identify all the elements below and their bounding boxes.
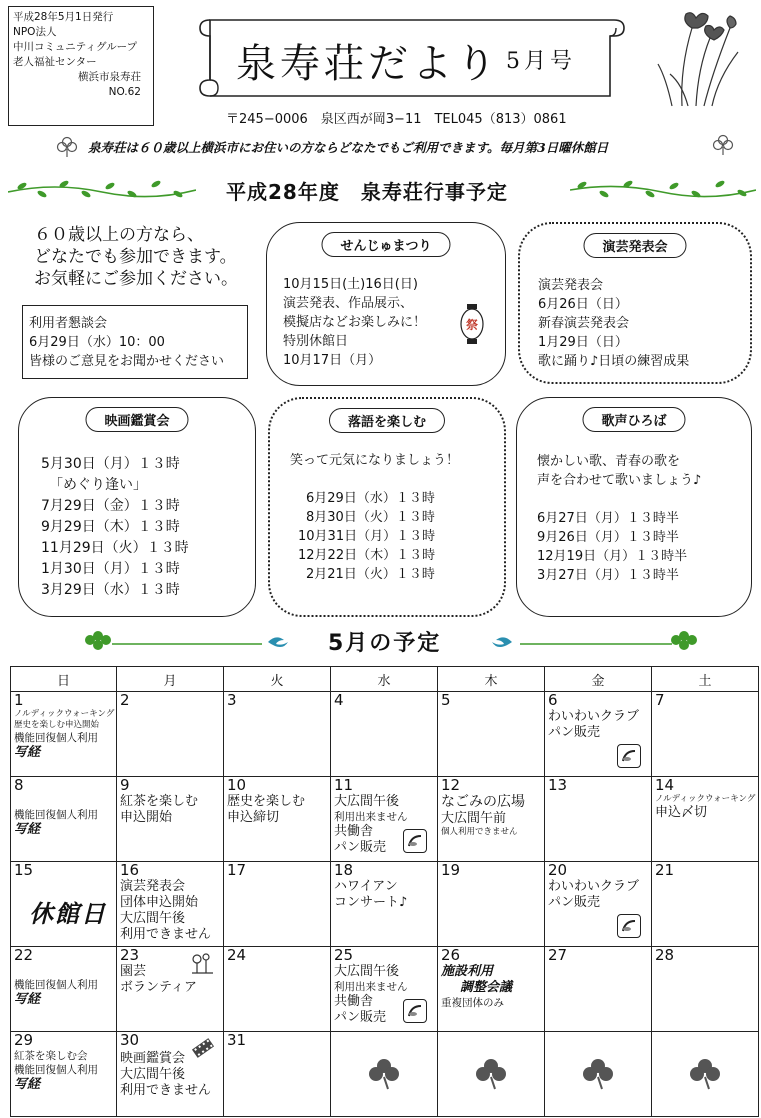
- day-number: 13: [548, 776, 568, 794]
- day-event: 大広間午後: [334, 794, 400, 809]
- intro-line: ６０歳以上の方なら、: [34, 225, 204, 245]
- day-cell-9: [117, 777, 224, 862]
- day-event: 写経: [14, 992, 41, 1007]
- meeting-line: 皆様のご意見をお聞かせください: [29, 354, 225, 369]
- event-line: 演芸発表会: [538, 278, 604, 293]
- closed-day-label: 休館日: [29, 899, 107, 928]
- day-cell-10: [224, 777, 331, 862]
- day-number: 17: [227, 861, 247, 879]
- day-event: ボランティア: [120, 980, 197, 995]
- event-line: 6月29日（水）１３時: [306, 491, 435, 506]
- event-line: 3月29日（水）１３時: [41, 582, 180, 598]
- day-cell-25: [331, 947, 438, 1032]
- weekday-fri: 金: [545, 667, 652, 692]
- clover-icon: [688, 1057, 722, 1091]
- event-title: 歌声ひろば: [582, 407, 685, 432]
- day-number: 9: [120, 776, 130, 794]
- empty-cell: [652, 1032, 759, 1117]
- weekday-header-row: [11, 667, 759, 692]
- day-number: 28: [655, 946, 675, 964]
- event-line: 7月29日（金）１３時: [41, 498, 180, 514]
- day-event: 機能回復個人利用: [14, 1064, 98, 1076]
- day-number: 31: [227, 1031, 247, 1049]
- day-event: 大広間午前: [441, 811, 507, 826]
- clover-icon: [712, 134, 734, 156]
- event-line: 声を合わせて歌いましょう♪: [537, 473, 702, 488]
- day-cell-20: [545, 862, 652, 947]
- day-number: 26: [441, 946, 461, 964]
- event-line: 模擬店などお楽しみに！: [283, 315, 427, 330]
- event-box-engei: [518, 222, 752, 384]
- event-line: 新春演芸発表会: [538, 316, 630, 331]
- garden-icon: [189, 951, 215, 975]
- day-number: 19: [441, 861, 461, 879]
- day-cell-30: [117, 1032, 224, 1117]
- day-cell-29: [11, 1032, 117, 1117]
- newsletter-title: 泉寿荘だより: [236, 41, 500, 87]
- weekday-sun: 日: [11, 667, 117, 692]
- day-event: パン販売: [548, 725, 601, 740]
- empty-cell: [545, 1032, 652, 1117]
- day-number: 6: [548, 691, 558, 709]
- event-line: 1月29日（日）: [538, 335, 628, 350]
- bird-icon: [268, 637, 288, 647]
- event-title: 映画鑑賞会: [85, 407, 188, 432]
- day-cell-6: [545, 692, 652, 777]
- event-line: 9月26日（月）１３時半: [537, 530, 679, 545]
- day-number: 30: [120, 1031, 140, 1049]
- bread-icon: [617, 744, 641, 768]
- event-box-movie: [18, 397, 256, 617]
- day-number: 29: [14, 1031, 34, 1049]
- day-cell-26: [438, 947, 545, 1032]
- day-event: 写経: [14, 822, 41, 837]
- calendar-week: [11, 777, 759, 862]
- event-line: 10月15日(土)16日(日): [283, 277, 418, 292]
- event-line: 12月19日（月）１３時半: [537, 549, 688, 564]
- day-event: ノルディックウォーキング: [14, 709, 115, 719]
- day-number: 10: [227, 776, 247, 794]
- day-event: 調整会議: [460, 980, 513, 995]
- event-line: 11月29日（火）１３時: [41, 540, 189, 556]
- day-number: 21: [655, 861, 675, 879]
- day-event: ノルディックウォーキング: [655, 794, 756, 804]
- day-cell-5: [438, 692, 545, 777]
- event-title: 落語を楽しむ: [329, 408, 445, 433]
- publisher-box: [8, 6, 154, 126]
- day-event: 利用出来ません: [334, 811, 408, 823]
- weekday-sat: 土: [652, 667, 759, 692]
- day-number: 2: [120, 691, 130, 709]
- event-line: [537, 490, 701, 509]
- day-cell-1: [11, 692, 117, 777]
- event-line: 5月30日（月）１３時: [41, 456, 180, 472]
- day-event: 共働舎: [334, 824, 374, 839]
- meeting-line: 利用者懇談会: [29, 316, 108, 331]
- bird-icon: [492, 637, 512, 647]
- day-number: 20: [548, 861, 568, 879]
- intro-line: どなたでも参加できます。: [34, 247, 237, 267]
- may-schedule-title: 5月の予定: [328, 631, 442, 656]
- day-cell-16: [117, 862, 224, 947]
- day-event: 機能回復個人利用: [14, 732, 98, 744]
- bread-icon: [617, 914, 641, 938]
- day-event: 映画鑑賞会: [120, 1051, 186, 1066]
- event-box-sanjyu-festival: [266, 222, 506, 386]
- day-cell-21: [652, 862, 759, 947]
- intro-text: [34, 224, 238, 290]
- day-event: 機能回復個人利用: [14, 979, 98, 991]
- event-line: 9月29日（木）１３時: [41, 519, 180, 535]
- meeting-line: 6月29日（水）10：00: [29, 335, 165, 350]
- event-line: 6月26日（日）: [538, 297, 628, 312]
- address-line: 〒245−0006 泉区西が岡3−11 TEL045（813）0861: [226, 112, 567, 127]
- event-line: 12月22日（木）１３時: [298, 548, 436, 563]
- day-number: 11: [334, 776, 354, 794]
- vine-decoration: [570, 178, 756, 202]
- bread-icon: [403, 999, 427, 1023]
- day-cell-28: [652, 947, 759, 1032]
- day-number: 27: [548, 946, 568, 964]
- publisher-line: NPO法人: [13, 26, 57, 38]
- day-cell-12: [438, 777, 545, 862]
- may-calendar: [10, 666, 759, 1117]
- empty-cell: [331, 1032, 438, 1117]
- weekday-mon: 月: [117, 667, 224, 692]
- issue-number: 5月号: [506, 49, 576, 74]
- event-line: [290, 470, 459, 489]
- film-icon: [191, 1036, 215, 1060]
- day-event: 紅茶を楽しむ: [120, 794, 199, 809]
- event-line: 歌に踊り♪日頃の練習成果: [538, 354, 690, 369]
- day-number: 3: [227, 691, 237, 709]
- day-event: 利用できません: [120, 927, 212, 942]
- day-event: 大広間午後: [120, 911, 186, 926]
- lantern-icon: [459, 303, 485, 345]
- users-meeting-box: [22, 305, 248, 379]
- day-event: わいわいクラブ: [548, 709, 640, 724]
- day-number: 15: [14, 861, 34, 879]
- weekday-thu: 木: [438, 667, 545, 692]
- day-number: 7: [655, 691, 665, 709]
- day-event: 歴史を楽しむ: [227, 794, 306, 809]
- day-cell-17: [224, 862, 331, 947]
- iris-flower-icon: [652, 8, 748, 108]
- day-cell-19: [438, 862, 545, 947]
- clover-icon: [581, 1057, 615, 1091]
- vine-decoration: [8, 178, 196, 202]
- day-event: 共働舎: [334, 994, 374, 1009]
- empty-cell: [438, 1032, 545, 1117]
- weekday-wed: 水: [331, 667, 438, 692]
- day-number: 8: [14, 776, 24, 794]
- day-event: 機能回復個人利用: [14, 809, 98, 821]
- event-line: 2月21日（火）１３時: [306, 567, 435, 582]
- day-event: コンサート♪: [334, 895, 408, 910]
- day-number: 22: [14, 946, 34, 964]
- day-event: 個人利用できません: [441, 827, 518, 837]
- day-cell-2: [117, 692, 224, 777]
- event-title: 演芸発表会: [583, 233, 686, 258]
- day-number: 23: [120, 946, 140, 964]
- day-number: 16: [120, 861, 140, 879]
- weekday-tue: 火: [224, 667, 331, 692]
- day-event: パン販売: [334, 1010, 387, 1025]
- intro-line: お気軽にご参加ください。: [34, 269, 238, 289]
- day-number: 4: [334, 691, 344, 709]
- day-number: 12: [441, 776, 461, 794]
- event-line: 10月31日（月）１３時: [298, 529, 436, 544]
- day-event: ハワイアン: [334, 879, 398, 894]
- day-cell-14: [652, 777, 759, 862]
- day-event: なごみの広場: [441, 794, 525, 810]
- clover-icon: [474, 1057, 508, 1091]
- day-event: 写経: [14, 745, 41, 760]
- day-cell-15: [11, 862, 117, 947]
- day-cell-3: [224, 692, 331, 777]
- day-number: 25: [334, 946, 354, 964]
- clover-vine-decoration: [82, 630, 294, 654]
- event-line: 8月30日（火）１３時: [306, 510, 435, 525]
- event-line: 懐かしい歌、青春の歌を: [537, 454, 681, 469]
- day-number: 1: [14, 691, 24, 709]
- svg-text:祭: 祭: [465, 318, 479, 332]
- day-cell-24: [224, 947, 331, 1032]
- event-line: 特別休館日: [283, 334, 349, 349]
- day-event: 重複団体のみ: [441, 997, 504, 1009]
- bread-icon: [403, 829, 427, 853]
- day-event: 紅茶を楽しむ会: [14, 1050, 88, 1062]
- day-number: 24: [227, 946, 247, 964]
- day-cell-18: [331, 862, 438, 947]
- day-event: 歴史を楽しむ申込開始: [14, 720, 100, 730]
- day-event: パン販売: [548, 895, 601, 910]
- clover-icon: [56, 136, 78, 158]
- day-event: 団体申込開始: [120, 895, 199, 910]
- event-line: 10月17日（月）: [283, 353, 382, 368]
- event-box-singing: [516, 397, 752, 617]
- event-body: [283, 275, 426, 370]
- calendar-week: [11, 862, 759, 947]
- day-cell-4: [331, 692, 438, 777]
- event-body: [537, 452, 701, 585]
- calendar-week: [11, 1032, 759, 1117]
- publisher-line: 横浜市泉寿荘: [78, 71, 141, 83]
- day-event: 大広間午後: [120, 1067, 186, 1082]
- event-line: 演芸発表、作品展示、: [283, 296, 414, 311]
- day-event: 利用できません: [120, 1083, 212, 1098]
- notice-line: 泉寿荘は６０歳以上横浜市にお住いの方ならどなたでもご利用できます。毎月第3日曜休館日: [88, 140, 609, 155]
- publisher-line: 中川コミュニティグループ: [13, 41, 138, 53]
- day-cell-22: [11, 947, 117, 1032]
- event-box-rakugo: [268, 397, 506, 617]
- event-line: 「めぐり逢い」: [49, 477, 147, 493]
- day-event: 申込〆切: [655, 805, 708, 820]
- day-cell-11: [331, 777, 438, 862]
- day-cell-27: [545, 947, 652, 1032]
- day-cell-13: [545, 777, 652, 862]
- section-title: 平成28年度 泉寿荘行事予定: [226, 180, 508, 204]
- day-cell-23: [117, 947, 224, 1032]
- day-number: 5: [441, 691, 451, 709]
- day-event: 演芸発表会: [120, 879, 186, 894]
- publisher-line: 平成28年5月1日発行: [13, 11, 114, 23]
- calendar-week: [11, 692, 759, 777]
- day-event: 申込開始: [120, 810, 173, 825]
- event-body: [290, 451, 459, 584]
- day-event: わいわいクラブ: [548, 879, 640, 894]
- clover-vine-decoration: [486, 630, 700, 654]
- day-event: 施設利用: [441, 964, 494, 979]
- day-cell-7: [652, 692, 759, 777]
- event-line: 3月27日（月）１３時半: [537, 568, 679, 583]
- day-cell-31: [224, 1032, 331, 1117]
- clover-icon: [367, 1057, 401, 1091]
- event-line: 1月30日（月）１３時: [41, 561, 180, 577]
- event-line: 6月27日（月）１３時半: [537, 511, 679, 526]
- day-event: パン販売: [334, 840, 387, 855]
- day-event: 写経: [14, 1077, 41, 1092]
- calendar-week: [11, 947, 759, 1032]
- event-body: [41, 454, 189, 601]
- day-number: 18: [334, 861, 354, 879]
- event-body: [538, 276, 689, 371]
- publisher-line: NO.62: [108, 86, 141, 98]
- day-event: 園芸: [120, 964, 147, 979]
- event-title: せんじゅまつり: [321, 232, 450, 257]
- day-number: 14: [655, 776, 675, 794]
- day-event: 大広間午後: [334, 964, 400, 979]
- day-event: 申込締切: [227, 810, 280, 825]
- day-cell-8: [11, 777, 117, 862]
- event-line: 笑って元気になりましょう！: [290, 453, 460, 468]
- day-event: 利用出来ません: [334, 981, 408, 993]
- publisher-line: 老人福祉センター: [13, 56, 97, 68]
